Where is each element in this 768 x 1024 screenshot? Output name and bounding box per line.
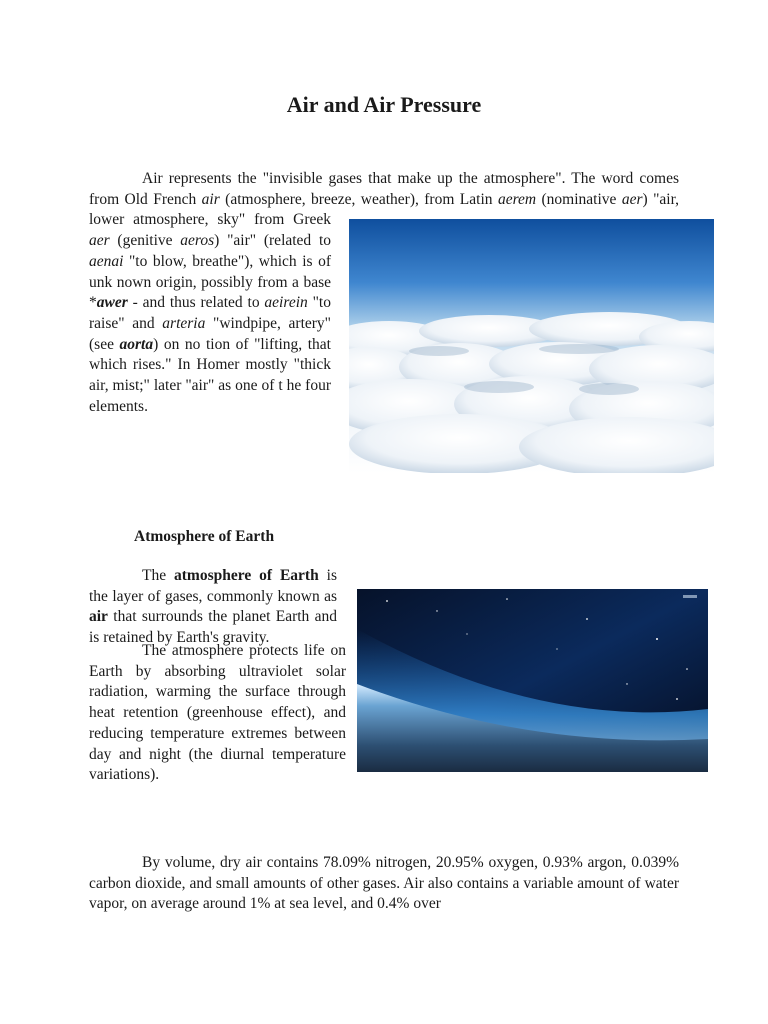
wrap-spacer bbox=[341, 211, 679, 473]
intro-paragraph: Air represents the "invisible gases that make up the atmosphere". The word comes from Old French air (atmosphere, breeze, weather), from Latin aerem (nominative aer) "air, lower atmosphere, sky" from Greek aer (genitive aeros) "air" (related to aenai "to blow, breathe"), which is of unk nown origin, possibly from a base *awer - and thus related to aeirein "to raise" and arteria "windpipe, artery" (see aorta) on no tion of "lifting, that which rises." In Homer mostly "thick air, mist;" later "air" as one of t he four elements. bbox=[89, 169, 679, 473]
atmosphere-paragraph-1: The atmosphere of Earth is the layer of gases, commonly known as air that surrounds the planet Earth and is retained by Earth's gravity. bbox=[89, 566, 679, 649]
atmosphere-paragraph-2: The atmosphere protects life on Earth by absorbing ultraviolet solar radiation, warming the surface through heat retention (greenhouse effect), and reducing temperature extremes between day and night (the diurnal temperature variations). bbox=[89, 642, 346, 784]
wrap-spacer bbox=[347, 586, 679, 646]
composition-paragraph: By volume, dry air contains 78.09% nitrogen, 20.95% oxygen, 0.93% argon, 0.039% carbon dioxide, and small amounts of other gases. Air also contains a variable amount of water vapor, on average around 1% at sea level, and 0.4% over bbox=[89, 854, 679, 913]
section-heading: Atmosphere of Earth bbox=[134, 528, 275, 545]
page-title: Air and Air Pressure bbox=[286, 92, 482, 117]
